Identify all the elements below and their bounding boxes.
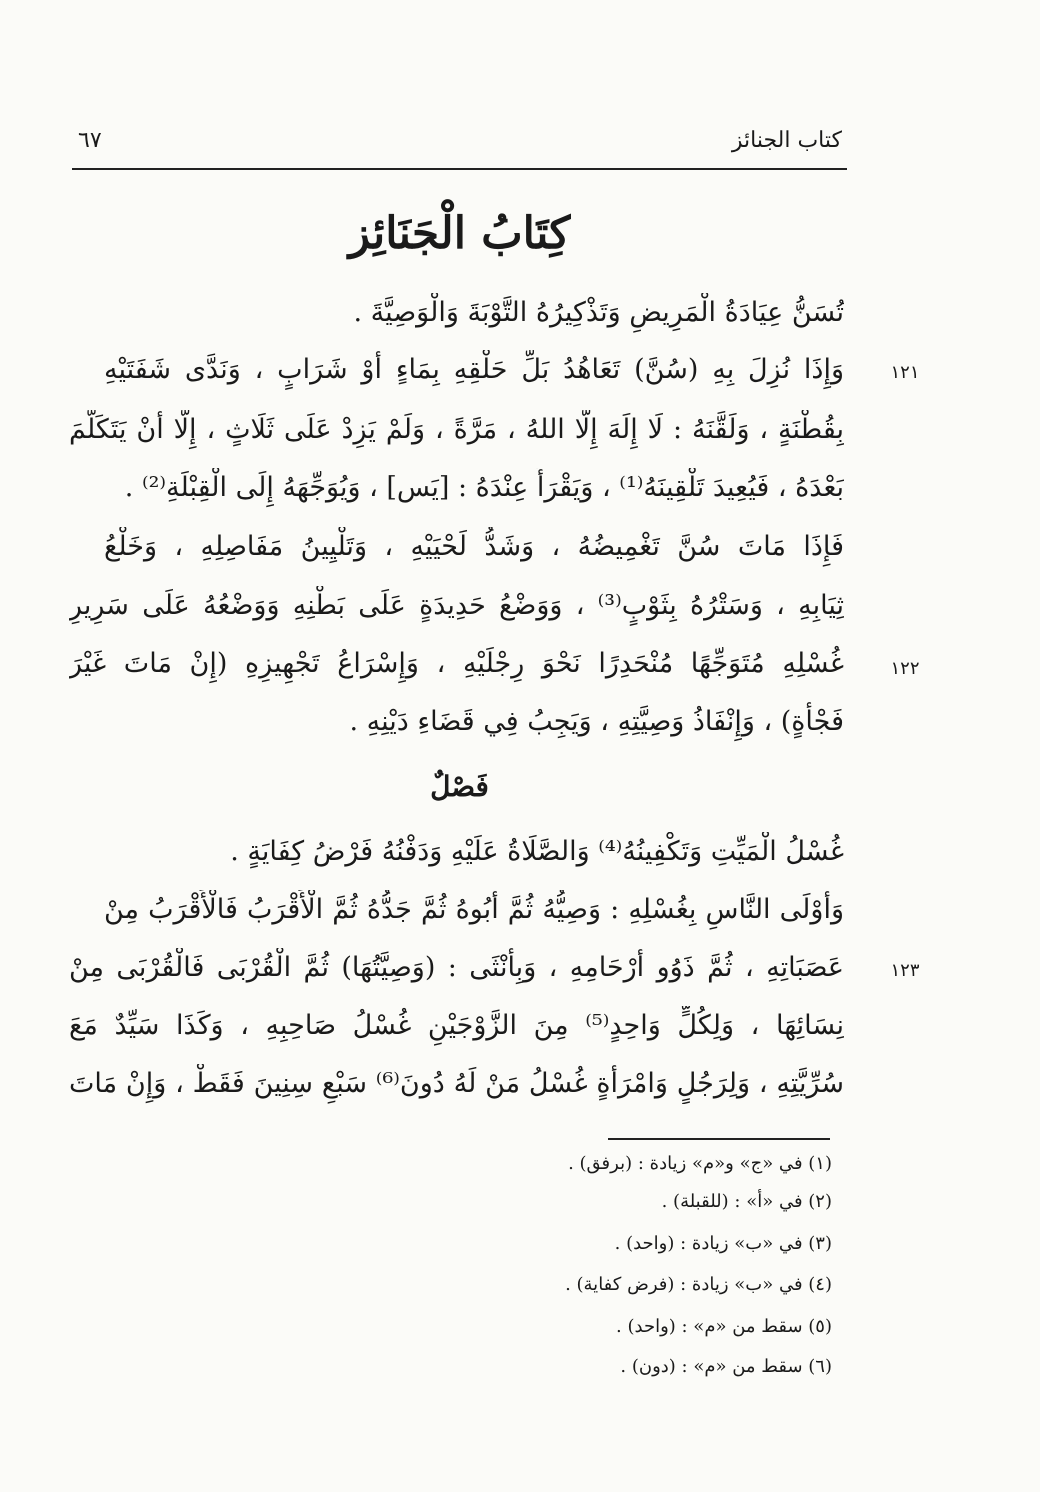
- margin-number: ١٢١: [890, 362, 920, 383]
- text-line: ثِيَابِهِ ، وَسَتْرُهُ بِثَوْبٍ⁽³⁾ ، وَوَضْعُ حَدِيدَةٍ عَلَى بَطْنِهِ وَوَضْعُهُ عَلَى سَرِيرِ: [69, 590, 844, 621]
- footnote-rule: [608, 1138, 830, 1140]
- text-line: بِقُطْنَةٍ ، وَلَقَّنَهُ : لَا إِلَهَ إِلَّا اللهُ ، مَرَّةً ، وَلَمْ يَزِدْ عَلَى ثَلَاثٍ ، إِلَّا أَنْ يَتَكَلَّمَ: [69, 414, 844, 445]
- text-line: فَجْأَةٍ) ، وَإِنْفَاذُ وَصِيَّتِهِ ، وَيَجِبُ فِي قَضَاءِ دَيْنِهِ .: [349, 706, 844, 737]
- text-line: بَعْدَهُ ، فَيُعِيدَ تَلْقِينَهُ⁽¹⁾ ، وَيَقْرَأُ عِنْدَهُ : [يَس] ، وَيُوَجِّهَهُ إِلَى الْقِبْلَةِ⁽²⁾ .: [124, 472, 844, 503]
- text-line: غُسْلِهِ مُتَوَجِّهًا مُنْحَدِرًا نَحْوَ رِجْلَيْهِ ، وَإِسْرَاعُ تَجْهِيزِهِ (إِنْ مَاتَ غَيْرَ: [69, 648, 844, 679]
- text-line: فَإِذَا مَاتَ سُنَّ تَغْمِيضُهُ ، وَشَدُّ لَحْيَيْهِ ، وَتَلْيِينُ مَفَاصِلِهِ ، وَخَلْعُ: [104, 531, 844, 562]
- footnote: (٢) في «أ» : (للقبلة) .: [661, 1191, 832, 1212]
- footnote: (٤) في «ب» زيادة : (فرض كفاية) .: [565, 1274, 832, 1295]
- text-line: تُسَنُّ عِيَادَةُ الْمَرِيضِ وَتَذْكِيرُهُ التَّوْبَةَ وَالْوَصِيَّةَ .: [353, 297, 844, 328]
- footnote: (٣) في «ب» زيادة : (واحد) .: [614, 1233, 832, 1254]
- text-line: وَإِذَا نُزِلَ بِهِ (سُنَّ) تَعَاهُدُ بَلِّ حَلْقِهِ بِمَاءٍ أَوْ شَرَابٍ ، وَنَدَّى شَفَتَيْهِ: [104, 354, 844, 385]
- chapter-title: كِتَابُ الْجَنَائِز: [348, 208, 571, 259]
- footnote: (١) في «ج» و«م» زيادة : (برفق) .: [568, 1153, 832, 1174]
- text-line: وَأَوْلَى النَّاسِ بِغُسْلِهِ : وَصِيُّهُ ثُمَّ أَبُوهُ ثُمَّ جَدُّهُ ثُمَّ الْأَقْرَبُ فَالْأَقْرَبُ مِنْ: [104, 894, 844, 925]
- margin-number: ١٢٢: [890, 658, 920, 679]
- section-title: فَصْلٌ: [430, 770, 489, 803]
- header-rule: [72, 168, 847, 170]
- footnote: (٥) سقط من «م» : (واحد) .: [616, 1316, 832, 1337]
- text-line: غُسْلُ الْمَيِّتِ وَتَكْفِينُهُ⁽⁴⁾ وَالصَّلَاةُ عَلَيْهِ وَدَفْنُهُ فَرْضُ كِفَايَةٍ .: [230, 836, 844, 867]
- footnote: (٦) سقط من «م» : (دون) .: [620, 1356, 832, 1377]
- text-line: نِسَائِهَا ، وَلِكُلٍّ وَاحِدٍ⁽⁵⁾ مِنَ الزَّوْجَيْنِ غُسْلُ صَاحِبِهِ ، وَكَذَا سَيِّدٌ مَعَ: [69, 1010, 844, 1041]
- running-title: كتاب الجنائز: [731, 128, 842, 153]
- margin-number: ١٢٣: [890, 960, 920, 981]
- page-number: ٦٧: [78, 128, 102, 153]
- text-line: عَصَبَاتِهِ ، ثُمَّ ذَوُو أَرْحَامِهِ ، وَبِأُنْثَى : (وَصِيَّتُهَا) ثُمَّ الْقُرْبَى فَالْقُرْبَى مِنْ: [69, 952, 844, 983]
- text-line: سُرِّيَّتِهِ ، وَلِرَجُلٍ وَامْرَأَةٍ غُسْلُ مَنْ لَهُ دُونَ⁽⁶⁾ سَبْعِ سِنِينَ فَقَطْ ، وَإِنْ مَاتَ: [69, 1068, 844, 1099]
